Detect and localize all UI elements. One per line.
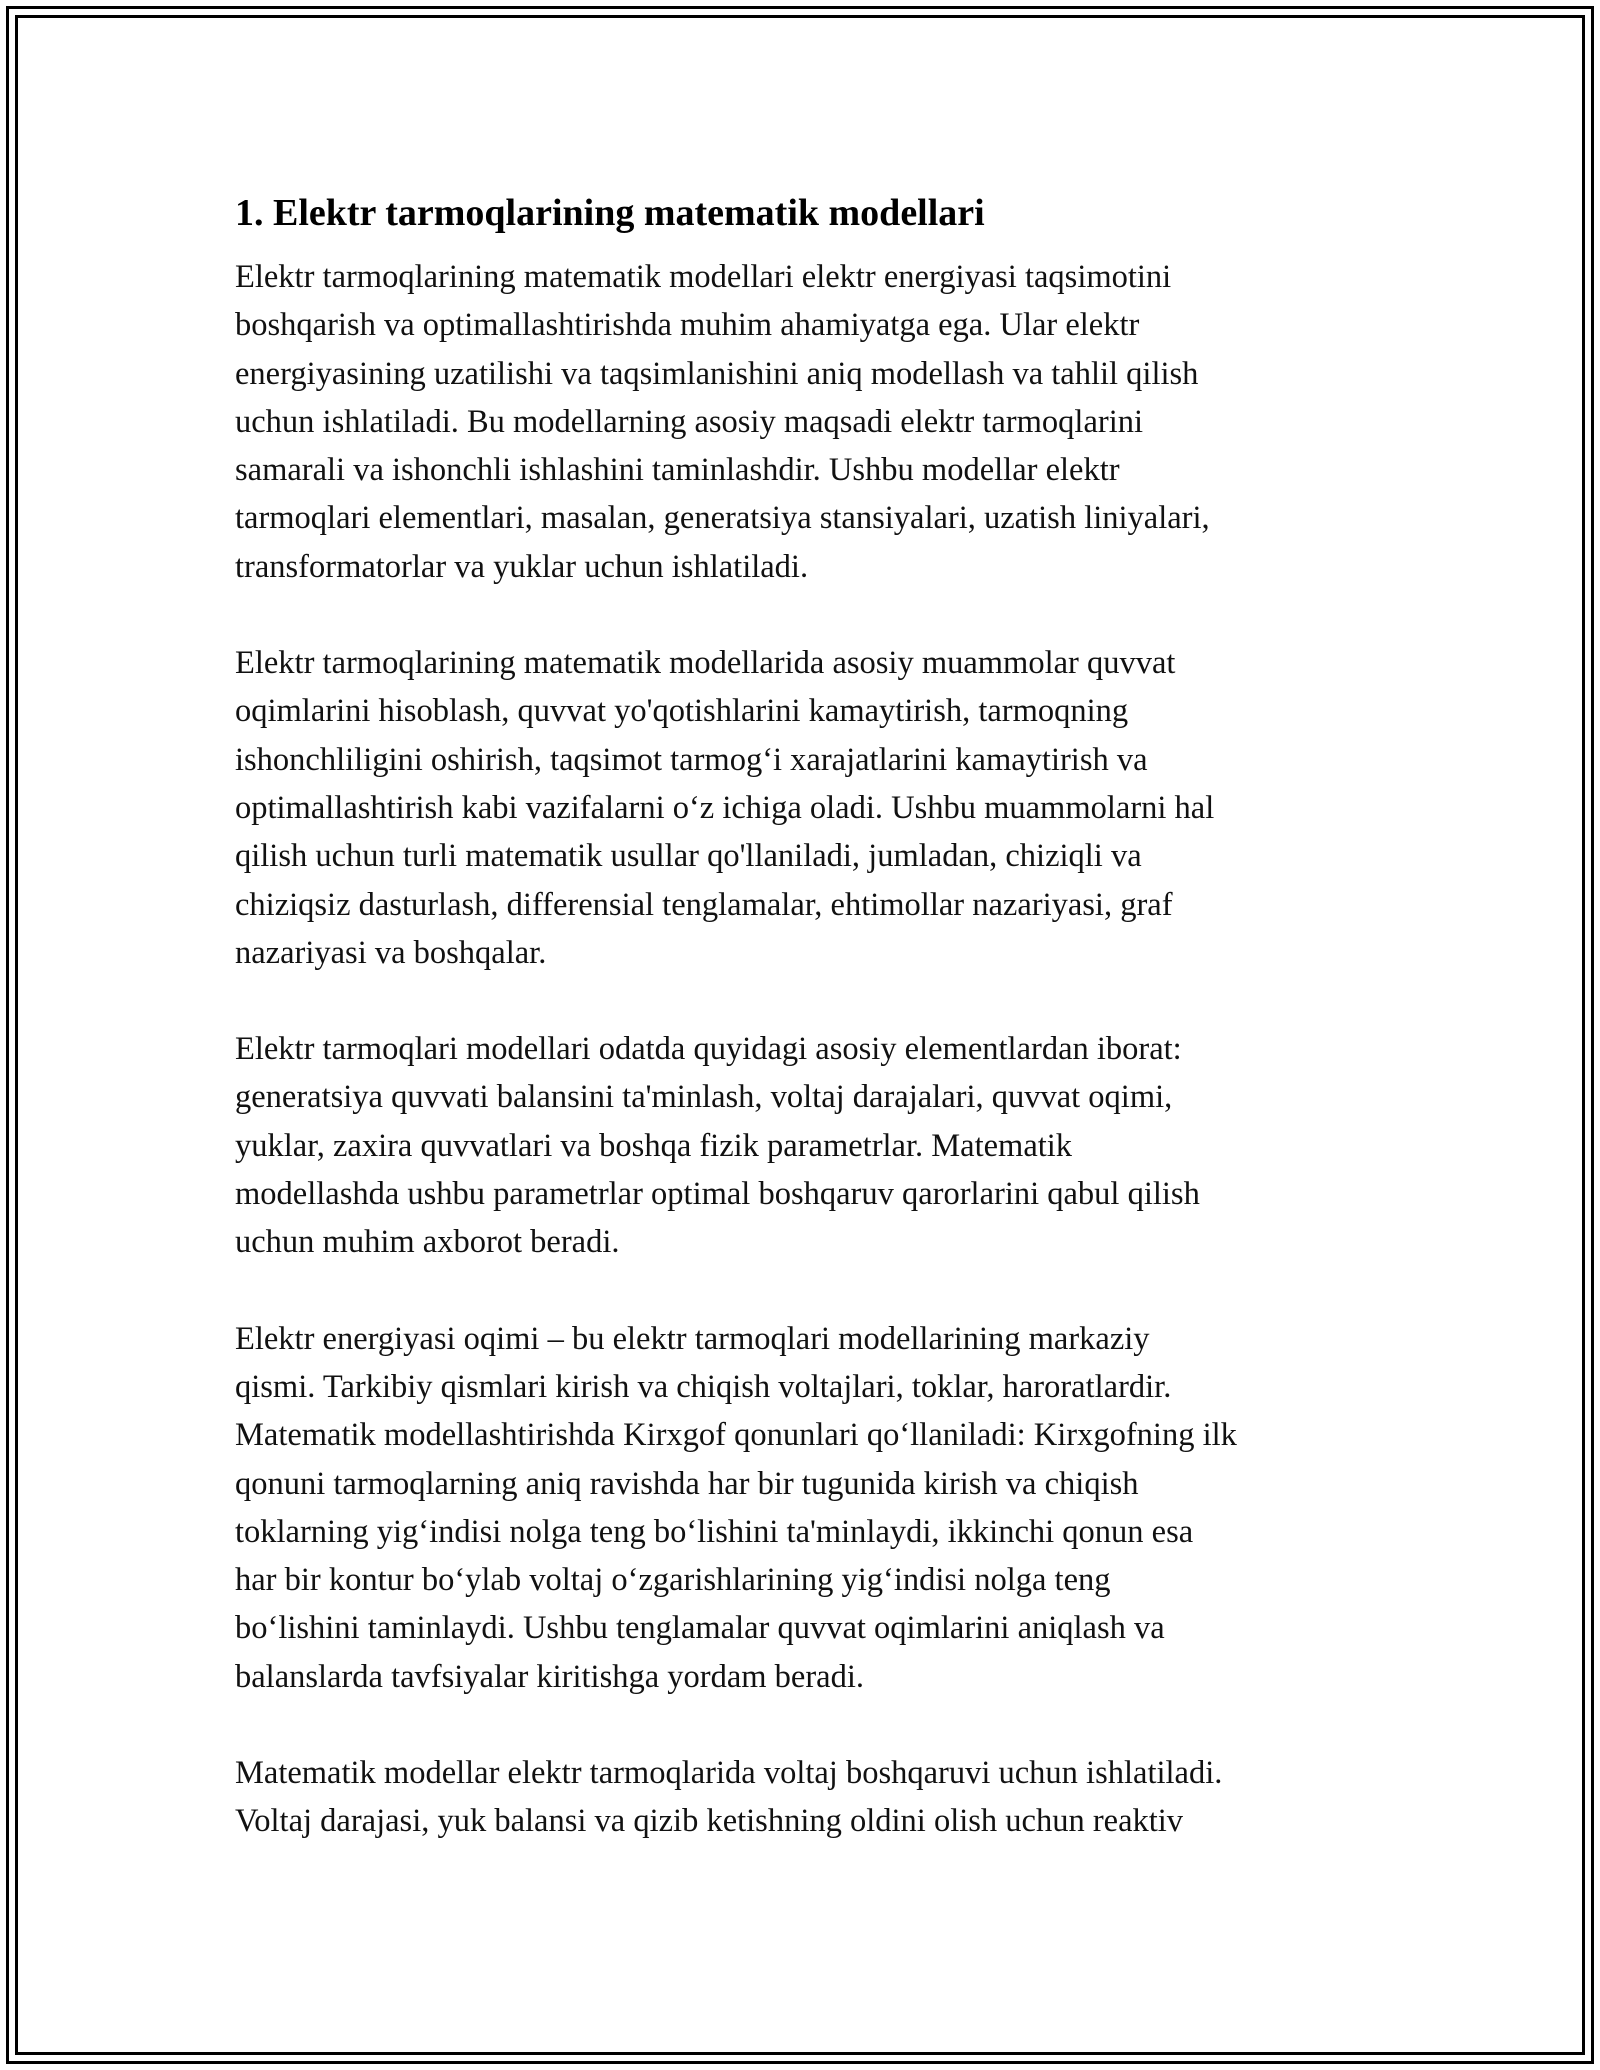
- paragraph-2: Elektr tarmoqlarining matematik modellarida asosiy muammolar quvvat oqimlarini hisoblash, quvvat yo'qotishlarini kamaytirish, tarmoqning ishonchliligini oshirish, taqsimot tarmog‘i xarajatlarini kamaytirish va optimallashtirish kabi vazifalarni o‘z ichiga oladi. Ushbu muammolarni hal qilish uchun turli matematik usullar qo'llaniladi, jumladan, chiziqli va chiziqsiz dasturlash, differensial tenglamalar, ehtimollar nazariyasi, graf nazariyasi va boshqalar.: [235, 645, 1215, 971]
- document-body: [235, 185, 1375, 1894]
- paragraph-1: Elektr tarmoqlarining matematik modellari elektr energiyasi taqsimotini boshqarish va optimallashtirishda muhim ahamiyatga ega. Ular elektr energiyasining uzatilishi va taqsimlanishini aniq modellash va tahlil qilish uchun ishlatiladi. Bu modellarning asosiy maqsadi elektr tarmoqlarini samarali va ishonchli ishlashini taminlashdir. Ushbu modellar elektr tarmoqlari elementlari, masalan, generatsiya stansiyalari, uzatish liniyalari, transformatorlar va yuklar uchun ishlatiladi.: [235, 259, 1210, 585]
- paragraph-5: Matematik modellar elektr tarmoqlarida voltaj boshqaruvi uchun ishlatiladi. Voltaj darajasi, yuk balansi va qizib ketishning oldini olish uchun reaktiv: [235, 1755, 1223, 1840]
- paragraph-3: Elektr tarmoqlari modellari odatda quyidagi asosiy elementlardan iborat: generatsiya quvvati balansini ta'minlash, voltaj darajalari, quvvat oqimi, yuklar, zaxira quvvatlari va boshqa fizik parametrlar. Matematik modellashda ushbu parametrlar optimal boshqaruv qarorlarini qabul qilish uchun muhim axborot beradi.: [235, 1031, 1200, 1261]
- paragraph-4: Elektr energiyasi oqimi – bu elektr tarmoqlari modellarining markaziy qismi. Tarkibiy qismlari kirish va chiqish voltajlari, toklar, haroratlardir. Matematik modellashtirishda Kirxgof qonunlari qo‘llaniladi: Kirxgofning ilk qonuni tarmoqlarning aniq ravishda har bir tugunida kirish va chiqish toklarning yig‘indisi nolga teng bo‘lishini ta'minlaydi, ikkinchi qonun esa har bir kontur bo‘ylab voltaj o‘zgarishlarining yig‘indisi nolga teng bo‘lishini taminlaydi. Ushbu tenglamalar quvvat oqimlarini aniqlash va balanslarda tavfsiyalar kiritishga yordam beradi.: [235, 1320, 1237, 1695]
- section-heading: 1. Elektr tarmoqlarining matematik modellari: [235, 192, 985, 234]
